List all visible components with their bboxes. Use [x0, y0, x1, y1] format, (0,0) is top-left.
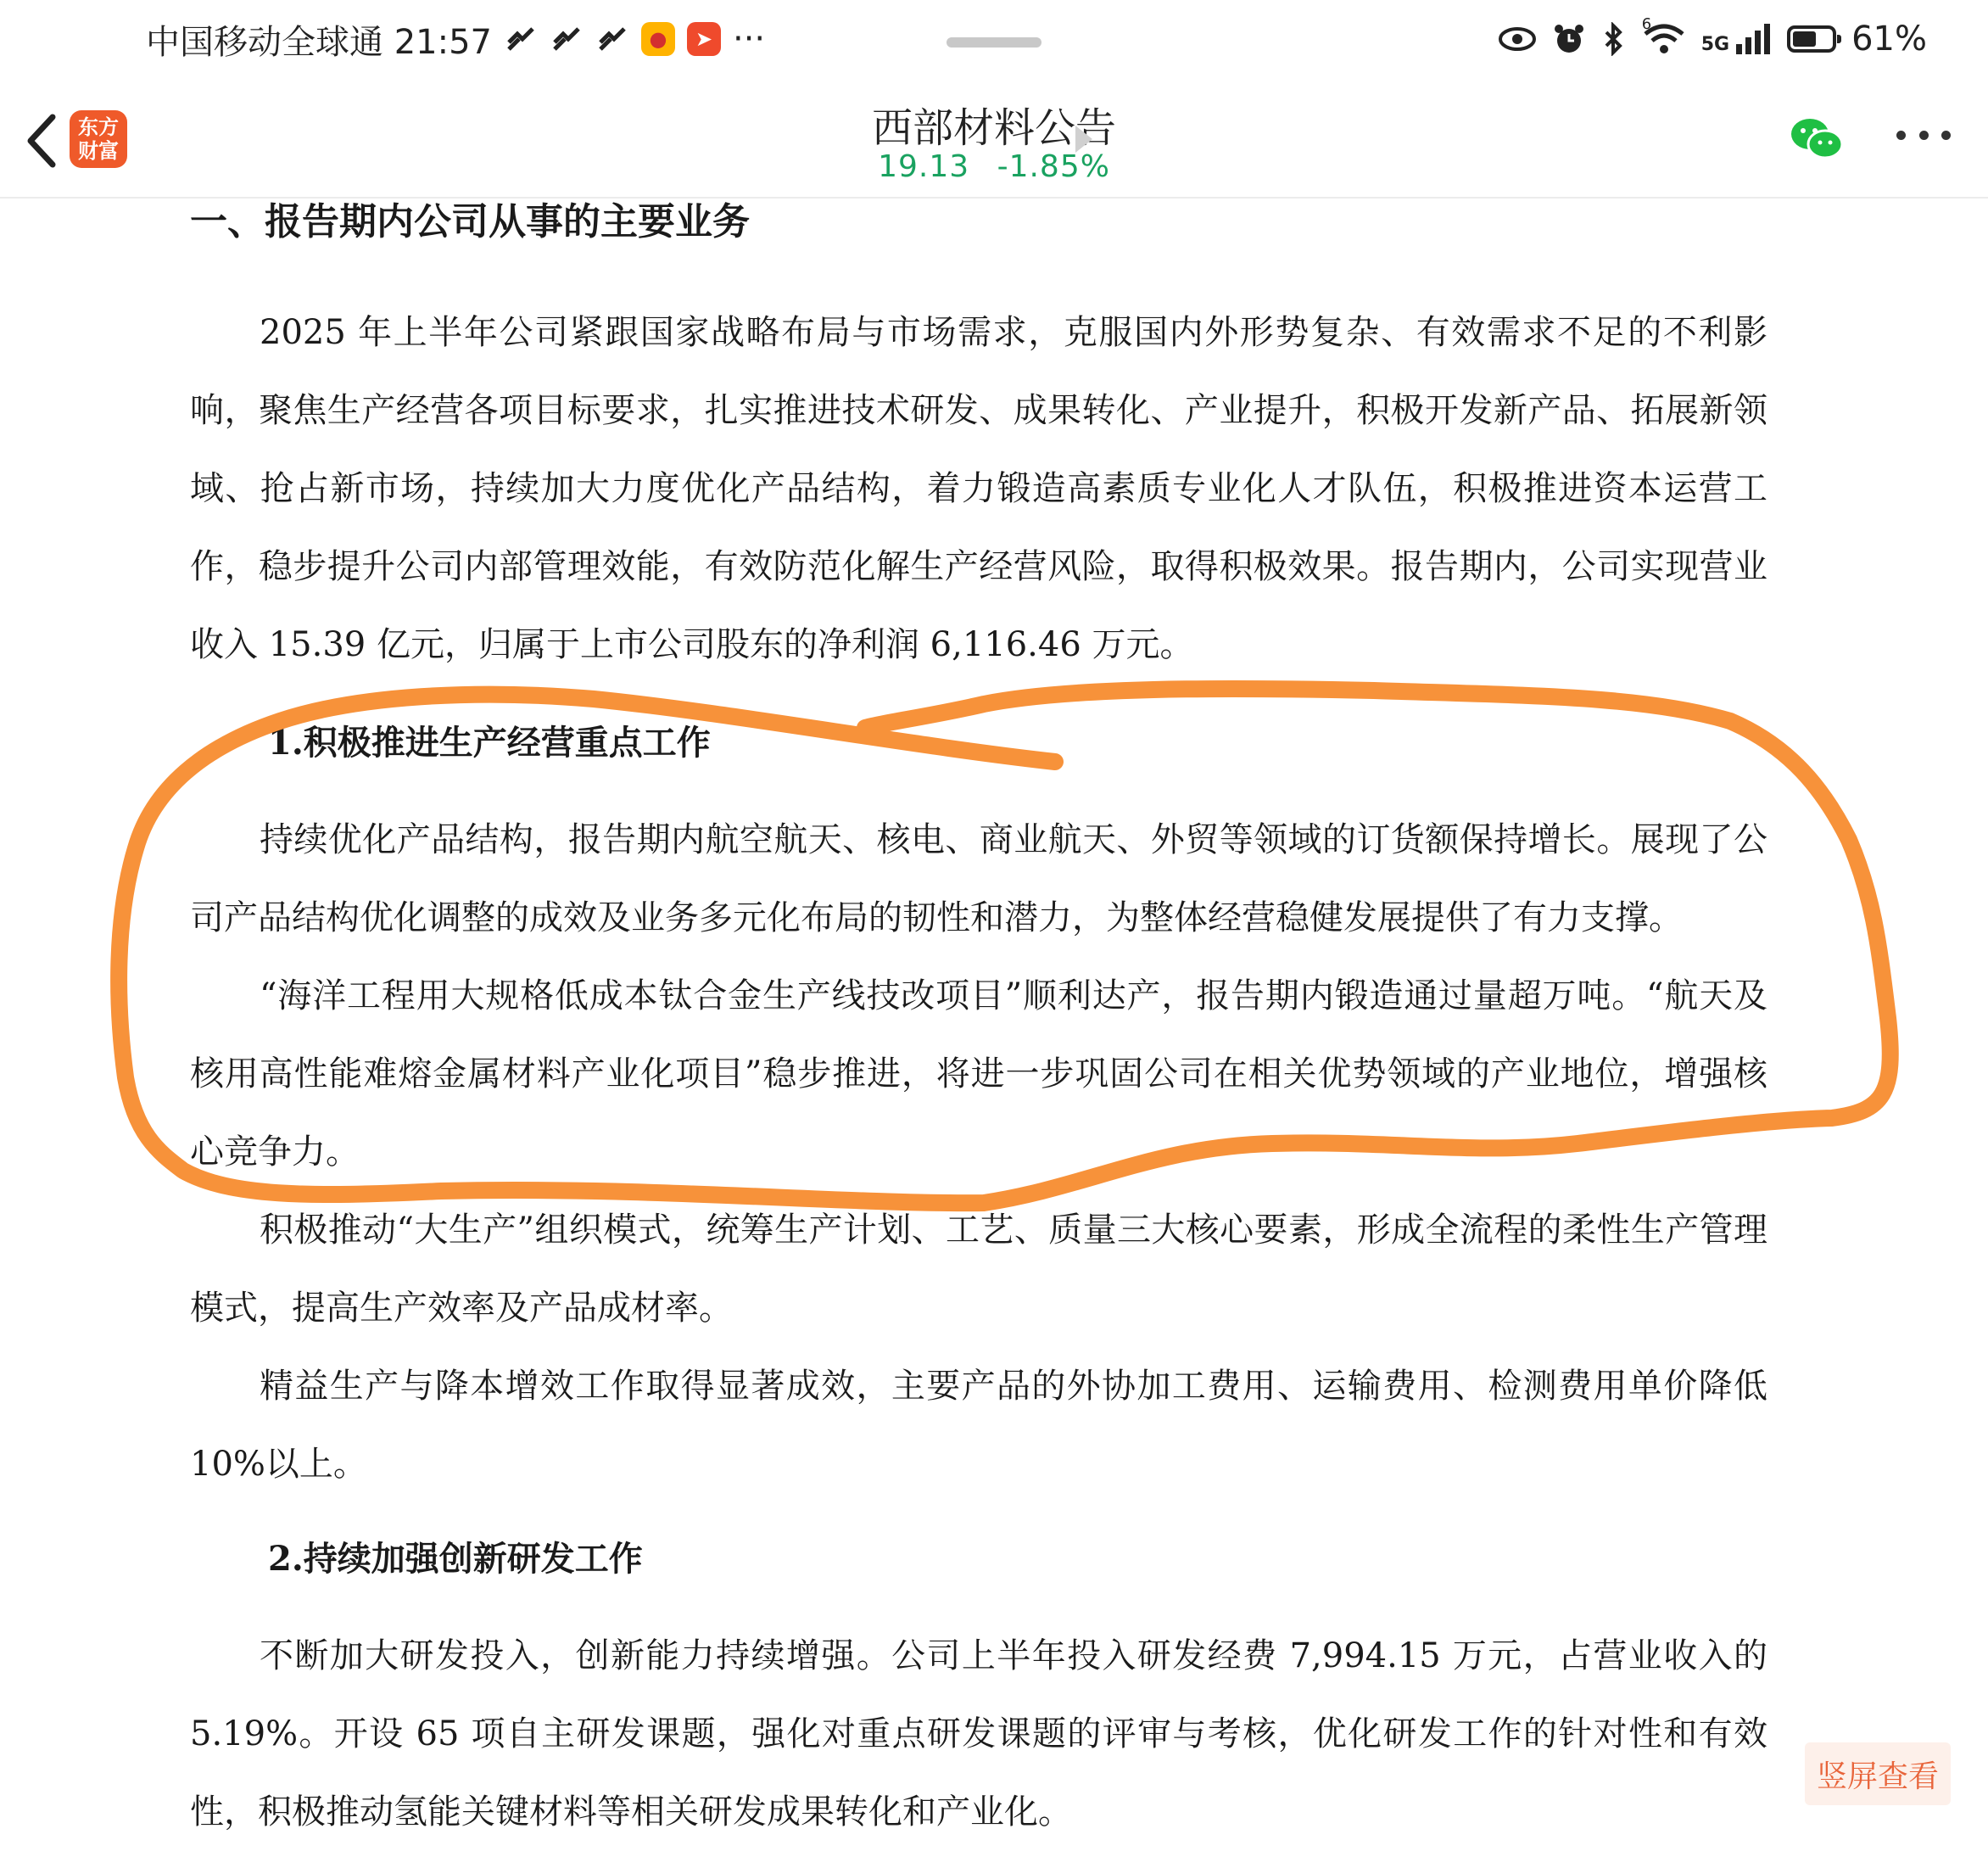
cell-signal-icon: 5G — [1701, 24, 1772, 54]
alarm-icon — [1552, 22, 1586, 56]
section1-paragraph-4: 精益生产与降本增效工作取得显著成效，主要产品的外协加工费用、运输费用、检测费用单价降低10%以上。 — [190, 1367, 1767, 1484]
section2-title-wrap — [190, 1520, 1767, 1598]
section1-paragraph-3: 积极推动“大生产”组织模式，统筹生产计划、工艺、质量三大核心要素，形成全流程的柔性生产管理模式，提高生产效率及产品成材率。 — [190, 1211, 1767, 1328]
signal-hd-icon — [504, 22, 538, 56]
weibo-icon: ● — [641, 22, 675, 56]
section1-title-wrap — [190, 704, 1767, 782]
bluetooth-icon — [1601, 22, 1627, 56]
carrier-time: 中国移动全球通 21:57 — [146, 22, 492, 62]
signal-hd-icon — [550, 22, 584, 56]
wifi-icon: 6 — [1642, 20, 1686, 58]
nav-bar — [0, 78, 1988, 199]
signal-hd-icon — [595, 22, 629, 56]
section1-paragraph-1: 持续优化产品结构，报告期内航空航天、核电、商业航天、外贸等领域的订货额保持增长。展现了公司产品结构优化调整的成效及业务多元化布局的韧性和潜力，为整体经营稳健发展提供了有力支撑。 — [190, 820, 1767, 937]
paper-plane-app-icon: ➤ — [687, 22, 721, 56]
section1-paragraph-2: “海洋工程用大规格低成本钛合金生产线技改项目”顺利达产，报告期内锻造通过量超万吨。“航天及核用高性能难熔金属材料产业化项目”稳步推进，将进一步巩固公司在相关优势领域的产业地位，增强核心竞争力。 — [190, 976, 1767, 1172]
page-title-wrap — [0, 95, 1988, 154]
app-logo[interactable]: 东方 财富 — [70, 110, 127, 168]
battery-percent: 61% — [1851, 20, 1927, 59]
section1-body — [190, 801, 1767, 1503]
battery-icon — [1787, 25, 1836, 53]
intro-paragraph: 2025 年上半年公司紧跟国家战略布局与市场需求，克服国内外形势复杂、有效需求不足的不利影响，聚焦生产经营各项目标要求，扎实推进技术研发、成果转化、产业提升，积极开发新产品、拓展新领域、抢占新市场，持续加大力度优化产品结构，着力锻造高素质专业化人才队伍，积极推进资本运营工作，稳步提升公司内部管理效能，有效防范化解生产经营风险，取得积极效果。报告期内，公司实现营业收入 15.39 亿元，归属于上市公司股东的净利润 6,116.46 万元。 — [190, 313, 1767, 664]
more-options-icon[interactable] — [1896, 131, 1951, 148]
section1-title: 1.积极推进生产经营重点工作 — [268, 723, 711, 763]
page-title[interactable]: 西部材料公告 — [871, 104, 1116, 152]
section2-body — [190, 1617, 1767, 1851]
stock-change: -1.85% — [997, 149, 1110, 184]
status-left — [146, 12, 765, 66]
section-heading: 一、报告期内公司从事的主要业务 — [190, 200, 750, 243]
wechat-share-icon[interactable] — [1788, 114, 1847, 165]
stock-price: 19.13 — [878, 149, 970, 184]
eye-icon — [1498, 25, 1537, 53]
price-line — [0, 149, 1988, 184]
overflow-dots: ··· — [733, 20, 766, 59]
intro-paragraph-wrap — [190, 294, 1767, 684]
section2-title: 2.持续加强创新研发工作 — [268, 1539, 643, 1579]
notch-pill — [947, 37, 1041, 48]
status-bar — [0, 0, 1988, 78]
section2-paragraph-1: 不断加大研发投入，创新能力持续增强。公司上半年投入研发经费 7,994.15 万元，占营业收入的5.19%。开设 65 项自主研发课题，强化对重点研发课题的评审与考核，优化研发工作的针对性和有效性，积极推动氢能关键材料等相关研发成果转化和产业化。 — [190, 1636, 1767, 1831]
portrait-view-button[interactable]: 竖屏查看 — [1805, 1742, 1951, 1805]
status-right — [1498, 12, 1927, 66]
